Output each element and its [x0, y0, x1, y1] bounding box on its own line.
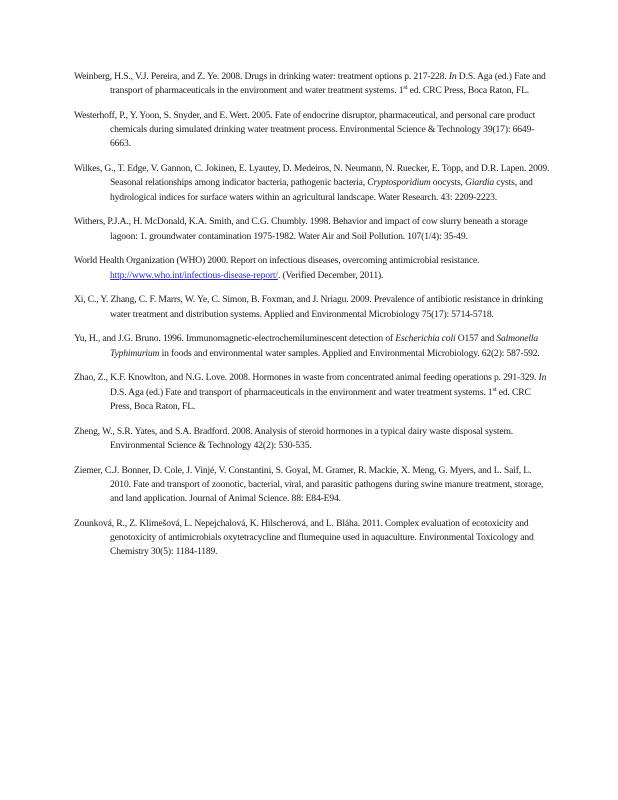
reference-entry [74, 109, 550, 152]
reference-entry [74, 332, 550, 360]
reference-entry [74, 464, 550, 507]
ref-italic: Escherichia coli [395, 333, 456, 345]
reference-entry [74, 162, 550, 205]
reference-entry [74, 293, 550, 321]
reference-entry [74, 517, 550, 560]
ref-text: D.S. Aga (ed.) Fate and transport of pharmaceuticals in the environment and water treatment systems. 1 [110, 71, 546, 97]
ref-text: . (Verified December, 2011). [277, 269, 384, 281]
ref-italic: In [448, 71, 457, 82]
reference-entry [74, 425, 550, 453]
ref-text: Ziemer, C.J. Bonner, D. Cole, J. Vinjé, V. Constantini, S. Goyal, M. Gramer, R. Mackie, X. Meng, G. Myers, and L. Saif, L. 2010. Fate and transport of zoonotic, bacterial, viral, and parasitic pathogens during swine manure treatment, storage, and land application. Journal of Animal Science. 88: E84-E94. [74, 464, 544, 505]
ref-text: Xi, C., Y. Zhang, C. F. Marrs, W. Ye, C. Simon, B. Foxman, and J. Nriagu. 2009. Prevalence of antibiotic resistance in drinking water treatment and distribution systems. Applied and Environmental Microbiology 75(17): 5714-5718. [74, 294, 543, 320]
reference-entry [74, 254, 550, 282]
ref-text: oocysts, [430, 177, 466, 189]
ref-text: D.S. Aga (ed.) Fate and transport of pharmaceuticals in the environment and water treatment systems. 1 [110, 386, 493, 398]
ref-superscript: st [403, 84, 408, 92]
ref-italic: Cryptosporidium [367, 177, 431, 189]
ref-text: cysts, and hydrological indices for surface waters within an agricultural landscape. Water Research. 43: 2209-2223. [110, 177, 533, 203]
ref-italic: Giardia [465, 177, 495, 189]
ref-text: Yu, H., and J.G. Bruno. 1996. Immunomagnetic-electrochemiluminescent detection of [74, 333, 396, 345]
ref-superscript: st [492, 385, 497, 393]
reference-entry [74, 371, 550, 414]
ref-text: Withers, P.J.A., H. McDonald, K.A. Smith, and C.G. Chumbly. 1998. Behavior and impact of cow slurry beneath a storage lagoon: 1. groundwater contamination 1975-1982. Water Air and Soil Pollution. 107(1/4): 35-49. [74, 216, 528, 242]
reference-list [74, 70, 550, 570]
ref-text: ed. CRC Press, Boca Raton, FL. [407, 85, 530, 97]
ref-text: ed. CRC Press, Boca Raton, FL. [110, 386, 531, 412]
ref-italic: In [538, 372, 547, 384]
ref-text: Zhao, Z., K.F. Knowlton, and N.G. Love. 2008. Hormones in waste from concentrated animal feeding operations p. 291-329. [74, 372, 539, 384]
reference-entry [74, 215, 550, 243]
ref-text: in foods and environmental water samples. Applied and Environmental Microbiology. 62(2): 587-592. [159, 347, 540, 359]
ref-text: World Health Organization (WHO) 2000. Report on infectious diseases, overcoming antimicrobial resistance. [74, 255, 480, 267]
who-report-link[interactable]: http://www.who.int/infectious-disease-report/ [110, 269, 278, 281]
ref-text: Zounková, R., Z. Klimešová, L. Nepejchalová, K. Hilscherová, and L. Bláha. 2011. Complex evaluation of ecotoxicity and genotoxicity of antimicrobials oxytetracycline and flumequine used in aquaculture. Environmental Toxicology and Chemistry 30(5): 1184-1189. [74, 517, 534, 558]
reference-entry [74, 70, 550, 98]
ref-text: Zheng, W., S.R. Yates, and S.A. Bradford. 2008. Analysis of steroid hormones in a typical dairy waste disposal system. Environmental Science & Technology 42(2): 530-535. [74, 425, 514, 451]
ref-text: Wilkes, G., T. Edge, V. Gannon, C. Jokinen, E. Lyautey, D. Medeiros, N. Neumann, N. Ruecker, E. Topp, and D.R. Lapen. 2009. Seasonal relationships among indicator bacteria, pathogenic bacteria, [74, 163, 550, 189]
ref-text: Weinberg, H.S., V.J. Pereira, and Z. Ye. 2008. Drugs in drinking water: treatment options p. 217-228. [74, 71, 449, 82]
ref-text: Westerhoff, P., Y. Yoon, S. Snyder, and E. Wert. 2005. Fate of endocrine disruptor, pharmaceutical, and personal care product chemicals during simulated drinking water treatment process. Environmental Science & Technology 39(17): 6649-6663. [74, 110, 536, 150]
ref-italic: Salmonella Typhimurium [110, 333, 539, 359]
ref-text: O157 and [455, 333, 497, 345]
